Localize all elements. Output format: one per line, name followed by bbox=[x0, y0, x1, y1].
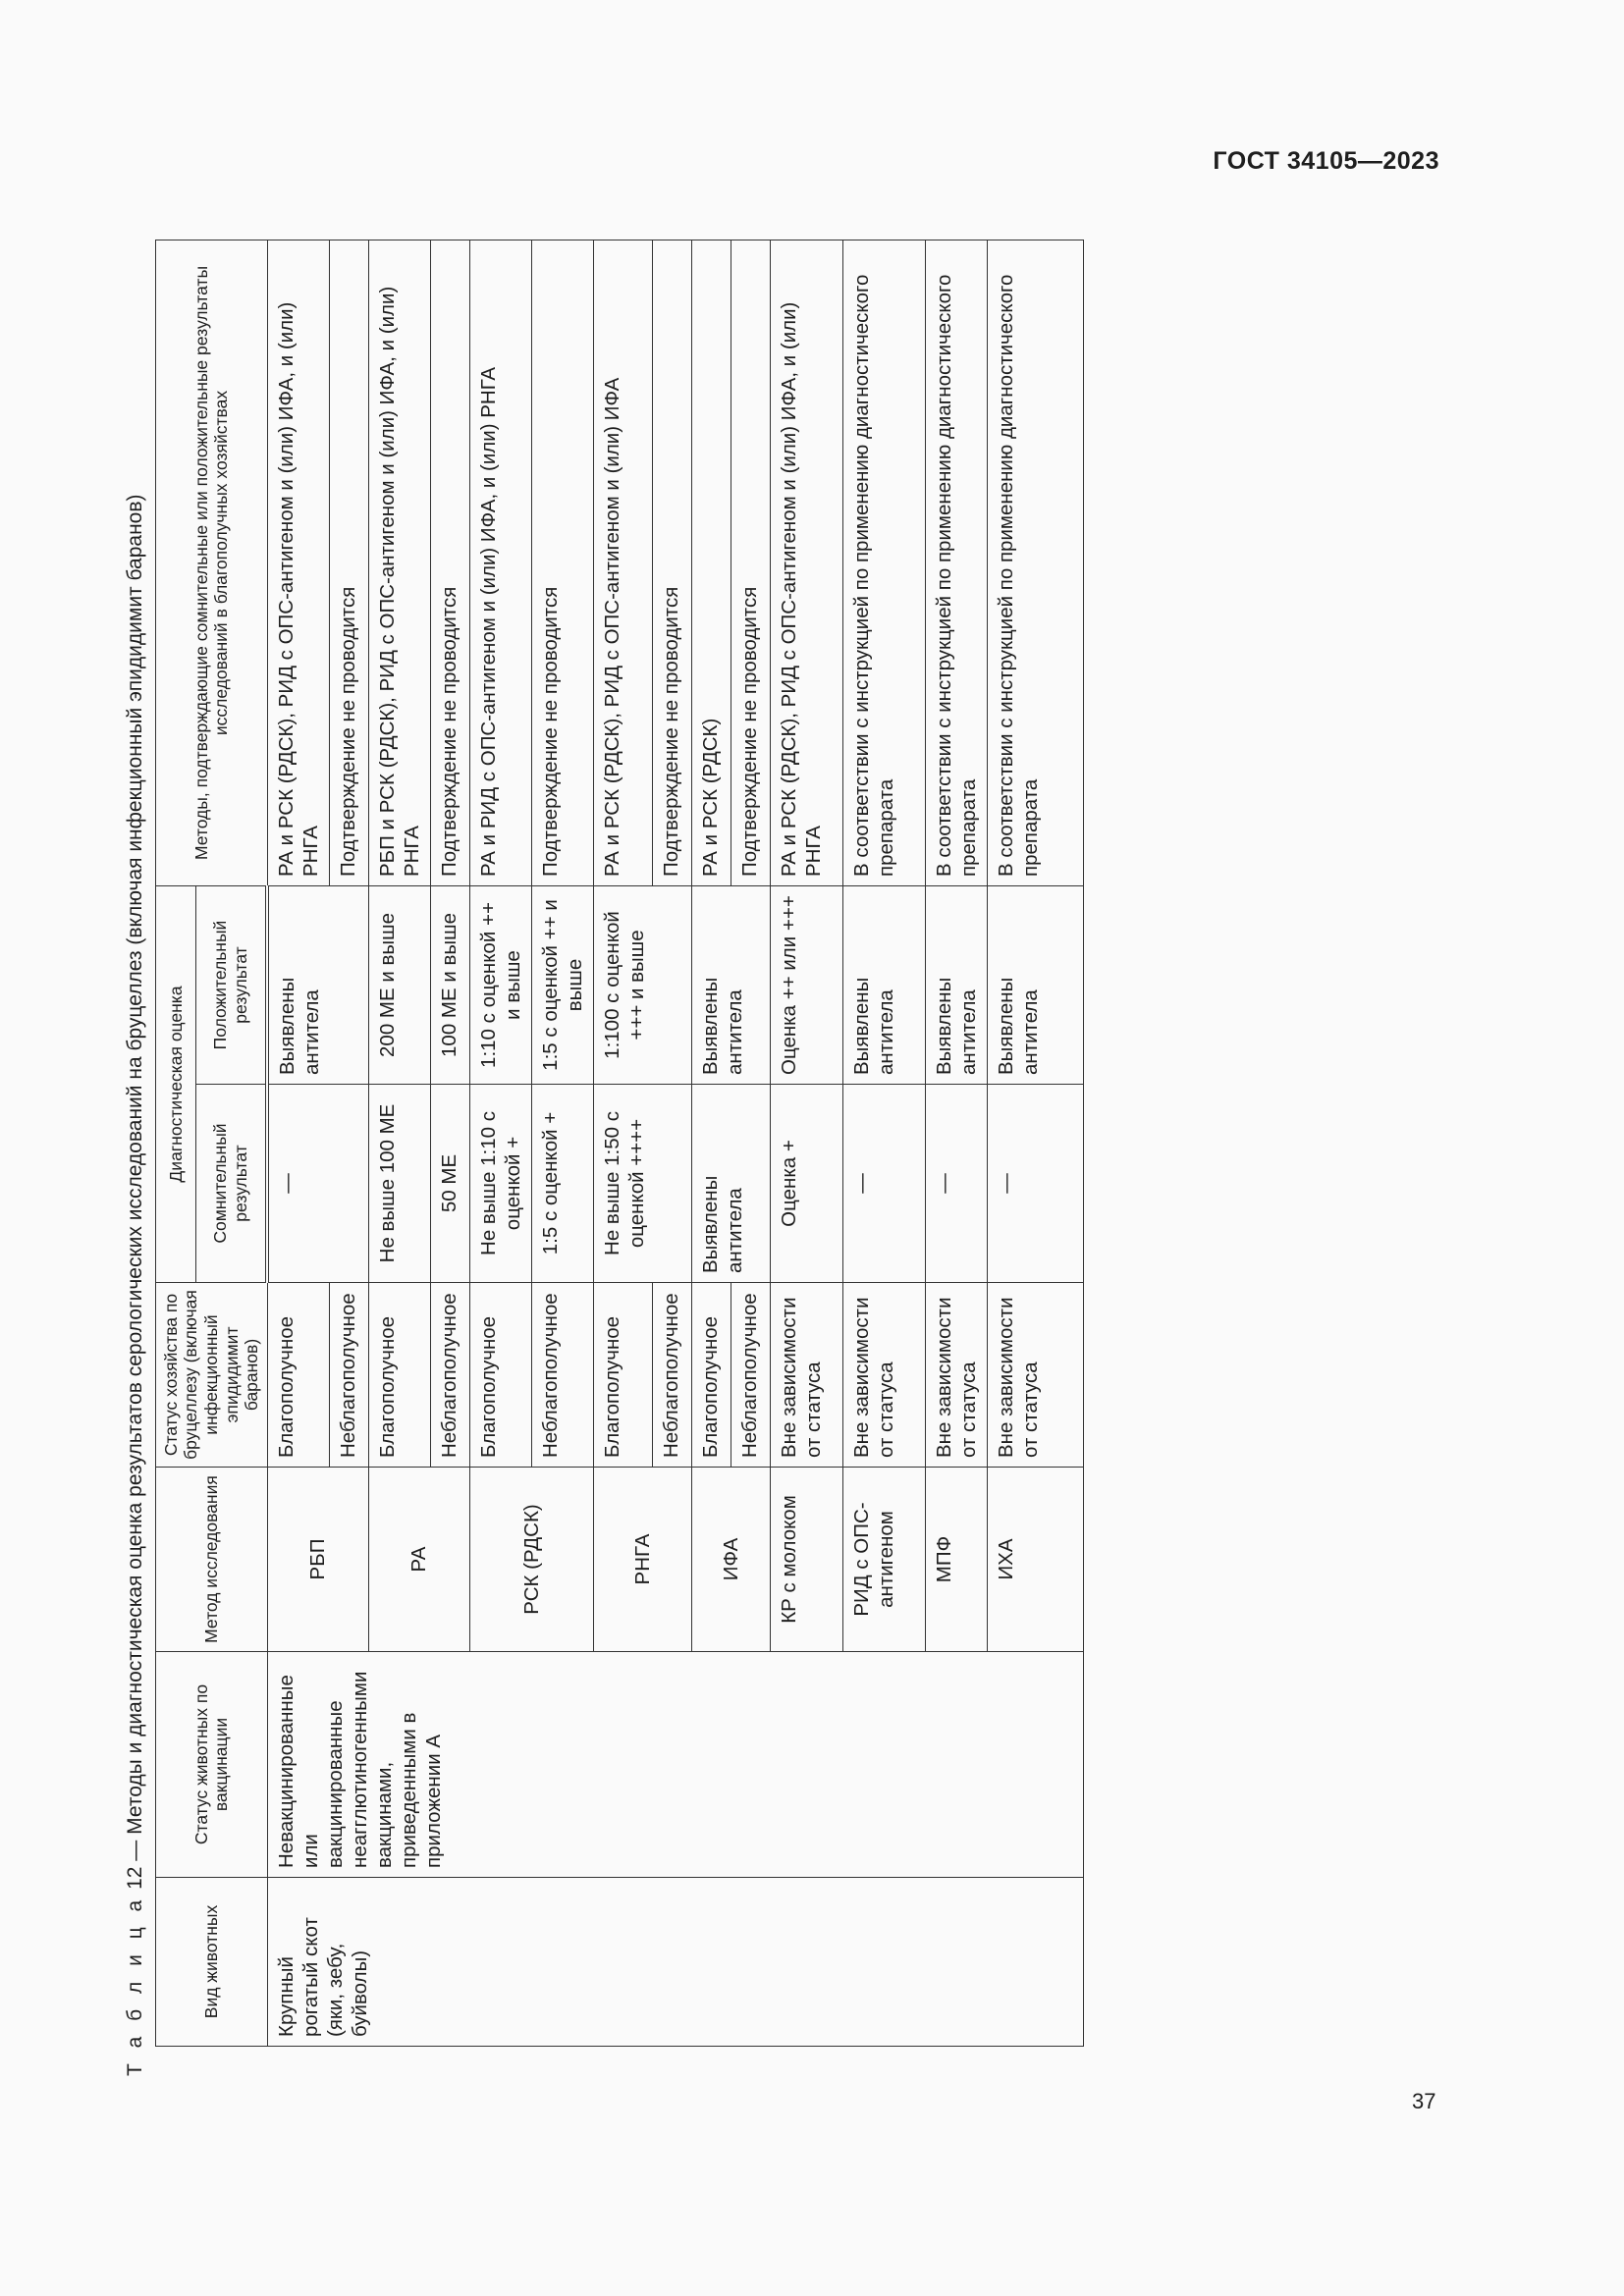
confirm-cell: Подтверждение не проводится bbox=[531, 240, 593, 886]
farm-status-cell: Неблагополучное bbox=[731, 1283, 770, 1468]
doubtful-cell: — bbox=[987, 1085, 1083, 1283]
confirm-cell: В соответствии с инструкцией по применению диагностического препарата bbox=[987, 240, 1083, 886]
doubtful-cell: 50 МЕ bbox=[430, 1085, 469, 1283]
col-header-doubtful: Сомнительный результат bbox=[196, 1085, 268, 1283]
confirm-cell: Подтверждение не проводится bbox=[652, 240, 691, 886]
farm-status-cell: Вне зависимости от статуса bbox=[987, 1283, 1083, 1468]
col-header-diagnostic: Диагностическая оценка bbox=[156, 886, 196, 1283]
method-cell: РНГА bbox=[593, 1468, 691, 1652]
positive-cell: Выявлены антитела bbox=[987, 886, 1083, 1085]
confirm-cell: Подтверждение не проводится bbox=[329, 240, 368, 886]
confirm-cell: РА и РСК (РДСК) bbox=[691, 240, 731, 886]
farm-status-cell: Благополучное bbox=[368, 1283, 430, 1468]
doubtful-cell: — bbox=[267, 1085, 368, 1283]
positive-cell: 1:100 с оценкой +++ и выше bbox=[593, 886, 691, 1085]
positive-cell: Выявлены антитела bbox=[842, 886, 925, 1085]
farm-status-cell: Неблагополучное bbox=[652, 1283, 691, 1468]
confirm-cell: В соответствии с инструкцией по применению диагностического препарата bbox=[925, 240, 987, 886]
caption-text: 12 — Методы и диагностическая оценка результатов серологических исследований на бруцеллез (включая инфекционный эпидидимит баранов) bbox=[124, 494, 146, 1890]
farm-status-cell: Вне зависимости от статуса bbox=[842, 1283, 925, 1468]
farm-status-cell: Неблагополучное bbox=[329, 1283, 368, 1468]
confirm-cell: В соответствии с инструкцией по применению диагностического препарата bbox=[842, 240, 925, 886]
doubtful-cell: Не выше 1:10 с оценкой + bbox=[469, 1085, 531, 1283]
rotated-table-block bbox=[110, 231, 1437, 2076]
positive-cell: Выявлены антитела bbox=[267, 886, 368, 1085]
table-caption bbox=[124, 231, 155, 2076]
farm-status-cell: Неблагополучное bbox=[531, 1283, 593, 1468]
col-header-vaccination: Статус животных по вакцинации bbox=[156, 1652, 268, 1878]
page-number: 37 bbox=[1412, 2089, 1436, 2113]
doubtful-cell: 1:5 с оценкой + bbox=[531, 1085, 593, 1283]
col-header-confirm: Методы, подтверждающие сомнительные или положительные результаты исследований в благополучных хозяйствах bbox=[156, 240, 268, 886]
farm-status-cell: Благополучное bbox=[267, 1283, 329, 1468]
doubtful-cell: — bbox=[925, 1085, 987, 1283]
doubtful-cell: Выявлены антитела bbox=[691, 1085, 770, 1283]
method-cell: РА bbox=[368, 1468, 469, 1652]
doubtful-cell: Не выше 100 МЕ bbox=[368, 1085, 430, 1283]
method-cell: КР с молоком bbox=[770, 1468, 842, 1652]
farm-status-cell: Вне зависимости от статуса bbox=[925, 1283, 987, 1468]
vaccination-cell: Невакцинированные или вакцинированные неагглютиногенными вакцинами, приведенными в приложении А bbox=[267, 1652, 1083, 1878]
method-cell: РБП bbox=[267, 1468, 368, 1652]
confirm-cell: Подтверждение не проводится bbox=[731, 240, 770, 886]
standard-number: ГОСТ 34105—2023 bbox=[1213, 147, 1439, 175]
confirm-cell: РА и РСК (РДСК), РИД с ОПС-антигеном и (или) ИФА, и (или) РНГА bbox=[267, 240, 329, 886]
method-cell: ИФА bbox=[691, 1468, 770, 1652]
confirm-cell: РА и РИД с ОПС-антигеном и (или) ИФА, и (или) РНГА bbox=[469, 240, 531, 886]
col-header-farm-status: Статус хозяйства по бруцеллезу (включая инфекционный эпидидимит баранов) bbox=[156, 1283, 268, 1468]
farm-status-cell: Вне зависимости от статуса bbox=[770, 1283, 842, 1468]
doubtful-cell: — bbox=[842, 1085, 925, 1283]
farm-status-cell: Благополучное bbox=[593, 1283, 652, 1468]
confirm-cell: РА и РСК (РДСК), РИД с ОПС-антигеном и (или) ИФА, и (или) РНГА bbox=[770, 240, 842, 886]
positive-cell: 1:10 с оценкой ++ и выше bbox=[469, 886, 531, 1085]
positive-cell: Выявлены антитела bbox=[691, 886, 770, 1085]
method-cell: МПФ bbox=[925, 1468, 987, 1652]
positive-cell: 100 МЕ и выше bbox=[430, 886, 469, 1085]
confirm-cell: РБП и РСК (РДСК), РИД с ОПС-антигеном и (или) ИФА, и (или) РНГА bbox=[368, 240, 430, 886]
confirm-cell: Подтверждение не проводится bbox=[430, 240, 469, 886]
positive-cell: Выявлены антитела bbox=[925, 886, 987, 1085]
species-cell: Крупный рогатый скот (яки, зебу, буйволы) bbox=[267, 1878, 1083, 2047]
farm-status-cell: Благополучное bbox=[469, 1283, 531, 1468]
serology-table bbox=[155, 240, 1084, 2047]
doubtful-cell: Не выше 1:50 с оценкой ++++ bbox=[593, 1085, 691, 1283]
confirm-cell: РА и РСК (РДСК), РИД с ОПС-антигеном и (или) ИФА bbox=[593, 240, 652, 886]
farm-status-cell: Неблагополучное bbox=[430, 1283, 469, 1468]
positive-cell: 1:5 с оценкой ++ и выше bbox=[531, 886, 593, 1085]
method-cell: ИХА bbox=[987, 1468, 1083, 1652]
method-cell: РИД с ОПС-антигеном bbox=[842, 1468, 925, 1652]
caption-label: Т а б л и ц а bbox=[124, 1895, 146, 2076]
col-header-positive: Положительный результат bbox=[196, 886, 268, 1085]
doubtful-cell: Оценка + bbox=[770, 1085, 842, 1283]
farm-status-cell: Благополучное bbox=[691, 1283, 731, 1468]
positive-cell: Оценка ++ или +++ bbox=[770, 886, 842, 1085]
col-header-method: Метод исследования bbox=[156, 1468, 268, 1652]
method-cell: РСК (РДСК) bbox=[469, 1468, 593, 1652]
col-header-species: Вид животных bbox=[156, 1878, 268, 2047]
positive-cell: 200 МЕ и выше bbox=[368, 886, 430, 1085]
